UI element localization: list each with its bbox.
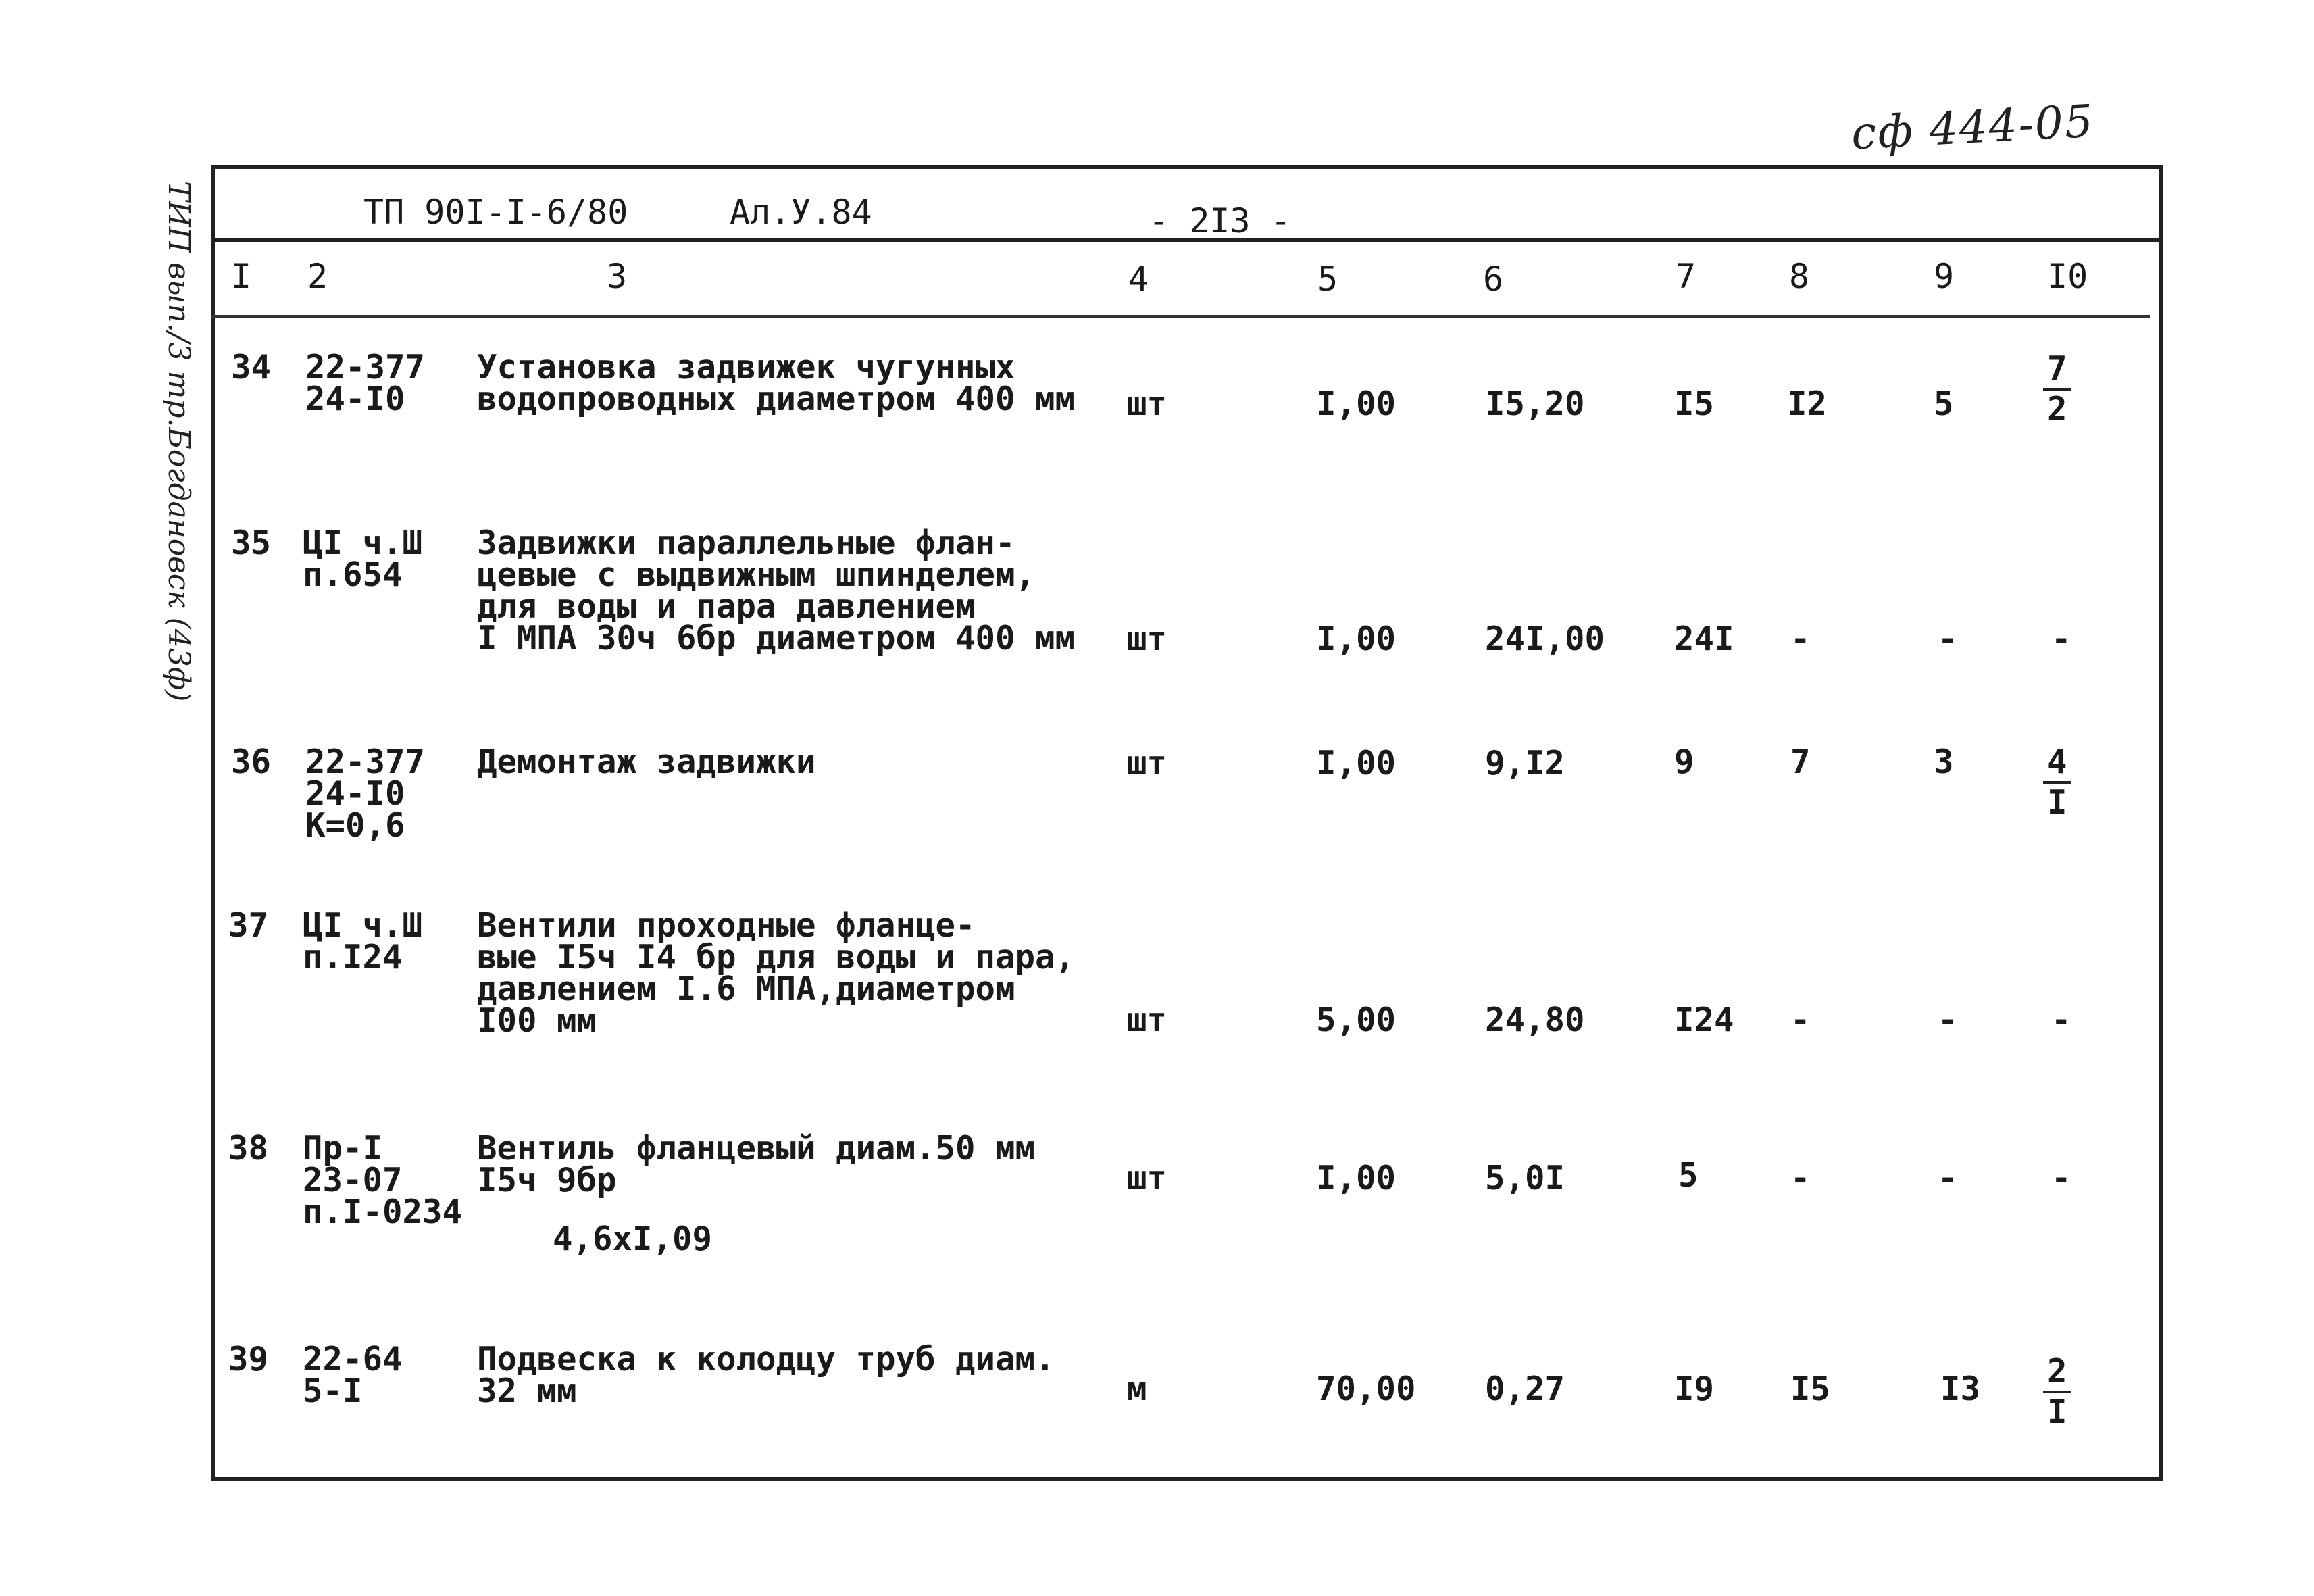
column-9-value: - (1938, 1001, 1958, 1039)
unit-price: 24I,00 (1485, 620, 1605, 658)
work-description: Вентили проходные фланце- вые I5ч I4 бр для воды и пара, давлением I.6 МПА,диаметром I00 мм (477, 906, 1076, 1040)
column-number-6: 6 (1483, 259, 1504, 299)
work-description: Демонтаж задвижки (477, 743, 816, 781)
column-number-3: 3 (607, 257, 628, 296)
column-8-value: - (1790, 1159, 1811, 1197)
column-7-value: 5 (1678, 1156, 1699, 1195)
column-7-value: 24I (1674, 620, 1734, 658)
work-description: Задвижки параллельные флан- цевые с выдвижным шпинделем, для воды и пара давлением I МПА 30ч 6бр диаметром 400 мм (477, 524, 1076, 657)
column-7-value: I5 (1674, 384, 1715, 423)
row-number: 37 (228, 906, 269, 945)
row-number: 35 (231, 524, 272, 562)
column-10-fraction (2043, 743, 2071, 822)
unit: шт (1127, 620, 1167, 658)
unit: шт (1127, 1001, 1167, 1039)
quantity: I,00 (1316, 1159, 1397, 1197)
fraction-denominator: I (2047, 1393, 2067, 1431)
quantity: I,00 (1316, 620, 1397, 658)
column-9-value: 3 (1934, 743, 1954, 781)
column-8-value: - (1790, 620, 1811, 658)
row-number: 36 (231, 743, 272, 781)
column-8-value: I5 (1790, 1370, 1831, 1408)
price-reference: Пр-I 23-07 п.I-0234 (303, 1129, 463, 1231)
unit: м (1127, 1370, 1147, 1408)
unit-price: I5,20 (1485, 384, 1585, 423)
column-number-4: 4 (1128, 259, 1149, 299)
quantity: I,00 (1316, 744, 1397, 782)
handwritten-corner-code: сф 444-05 (1850, 95, 2096, 160)
fraction-denominator: 2 (2047, 390, 2067, 428)
unit-price: 24,80 (1485, 1001, 1585, 1039)
column-8-value: - (1790, 1001, 1811, 1039)
handwritten-side-note: ТИП вып./3 тр.Богдановск (43ф) (161, 181, 196, 702)
row-number: 38 (228, 1129, 269, 1168)
column-number-5: 5 (1317, 259, 1338, 299)
work-description: Подвеска к колодцу труб диам. 32 мм (477, 1340, 1055, 1410)
column-number-1: I (231, 257, 252, 296)
document-code: ТП 90I-I-6/80 (363, 193, 628, 232)
work-description: Установка задвижек чугунных водопроводных диаметром 400 мм (477, 348, 1076, 418)
column-8-value: I2 (1787, 384, 1828, 423)
fraction-numerator: 2 (2043, 1353, 2071, 1393)
column-9-value: I3 (1940, 1370, 1981, 1408)
column-8-value: 7 (1790, 743, 1811, 781)
work-description: Вентиль фланцевый диам.50 мм I5ч 9бр (477, 1129, 1036, 1199)
row-number: 39 (228, 1340, 269, 1378)
column-number-8: 8 (1789, 257, 1810, 296)
fraction-denominator: I (2047, 783, 2067, 822)
price-reference: 22-64 5-I (303, 1340, 403, 1410)
column-10-fraction (2043, 350, 2071, 428)
quantity: 5,00 (1316, 1001, 1397, 1039)
unit-price: 9,I2 (1485, 744, 1565, 782)
fraction-numerator: 7 (2043, 350, 2071, 391)
row-number: 34 (231, 348, 272, 386)
price-reference: 22-377 24-I0 К=0,6 (305, 743, 426, 845)
price-reference: 22-377 24-I0 (305, 348, 426, 418)
unit-price: 0,27 (1485, 1370, 1565, 1408)
unit-price: 5,0I (1485, 1159, 1565, 1197)
column-10-fraction (2043, 1353, 2071, 1431)
unit: шт (1127, 1159, 1167, 1197)
unit: шт (1127, 384, 1167, 423)
column-9-value: - (1938, 1159, 1958, 1197)
column-7-value: I24 (1674, 1001, 1734, 1039)
column-9-value: 5 (1934, 384, 1954, 423)
quantity: 70,00 (1316, 1370, 1416, 1408)
fraction-numerator: 4 (2043, 743, 2071, 784)
column-number-9: 9 (1934, 257, 1955, 296)
column-10-value: - (2051, 1001, 2071, 1039)
column-header-divider (211, 315, 2150, 318)
calculation-note: 4,6хI,09 (553, 1220, 713, 1258)
column-10-value: - (2051, 620, 2071, 658)
price-reference: ЦI ч.Ш п.654 (303, 524, 423, 594)
column-number-7: 7 (1676, 257, 1696, 296)
column-number-10: I0 (2047, 257, 2088, 296)
column-9-value: - (1938, 620, 1958, 658)
album-number: Ал.У.84 (730, 193, 872, 232)
column-7-value: I9 (1674, 1370, 1715, 1408)
unit: шт (1127, 744, 1167, 782)
column-number-2: 2 (307, 257, 328, 296)
quantity: I,00 (1316, 384, 1397, 423)
column-10-value: - (2051, 1159, 2071, 1197)
page-number: - 2I3 - (1149, 201, 1291, 241)
column-7-value: 9 (1674, 743, 1694, 781)
price-reference: ЦI ч.Ш п.I24 (303, 906, 423, 976)
